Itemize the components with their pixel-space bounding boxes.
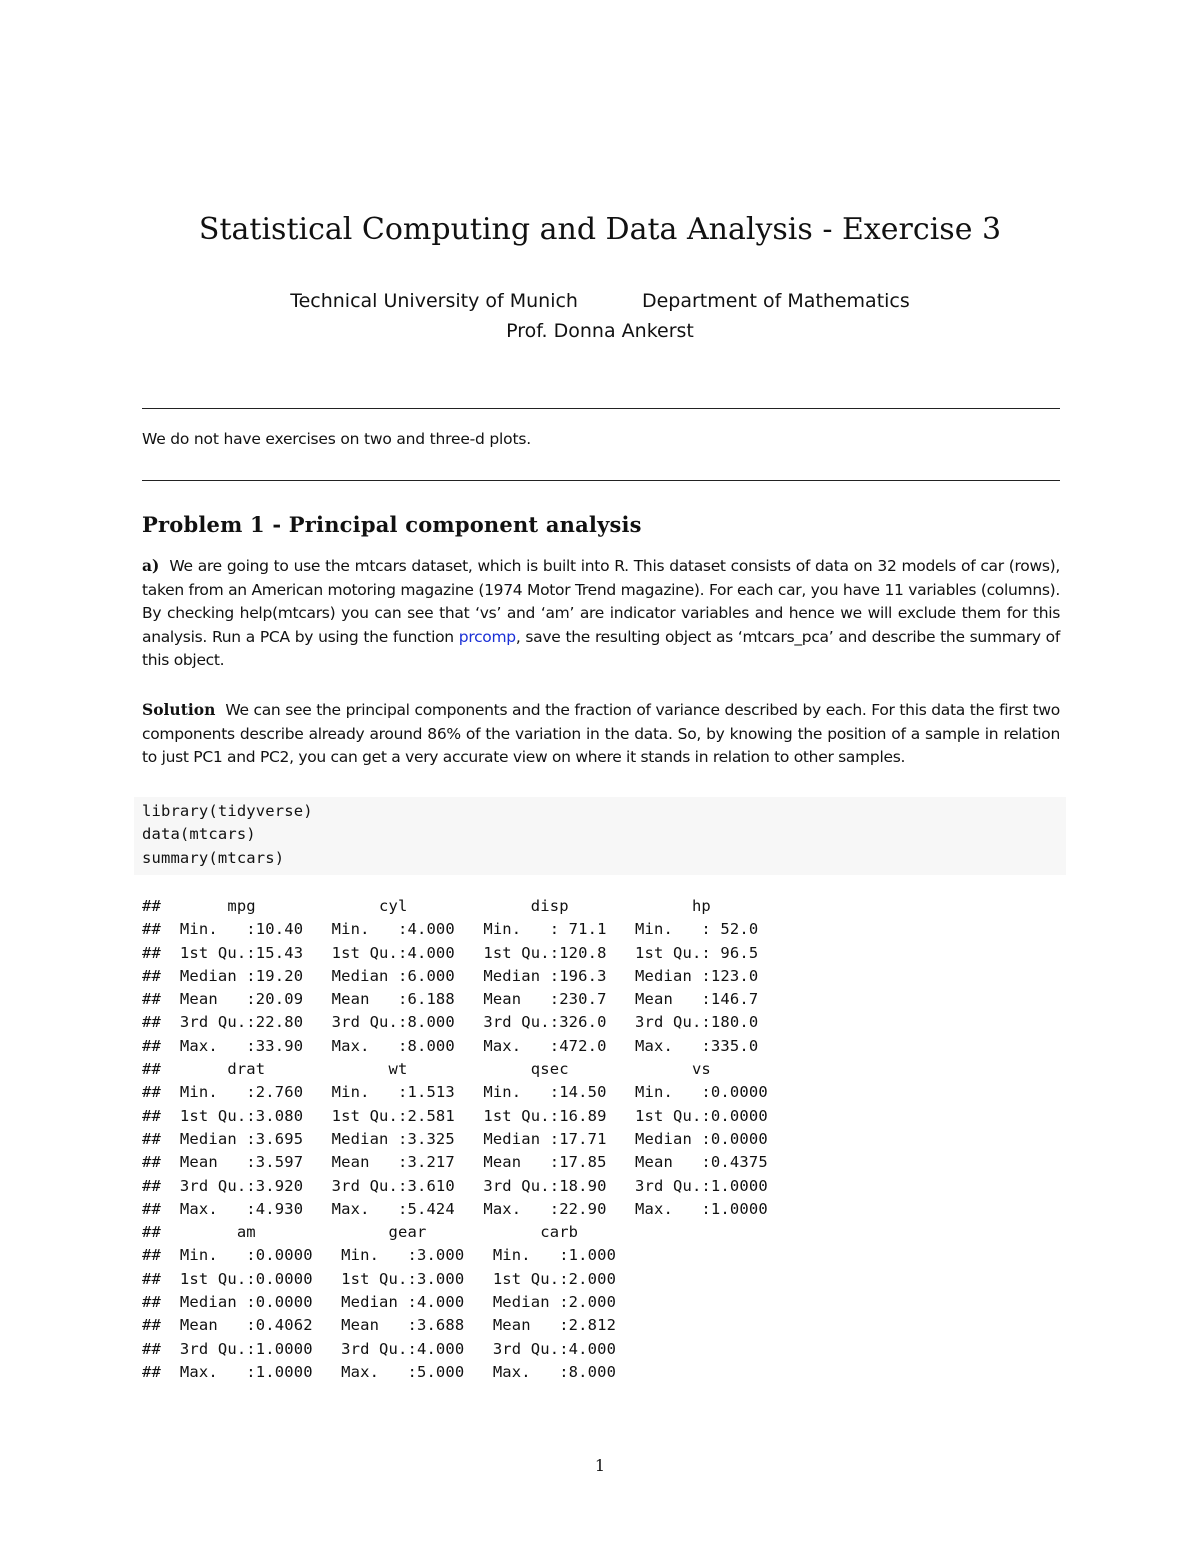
output-line: ## am gear carb xyxy=(142,1223,636,1242)
part-text-2: , save the resulting object as ‘mtcars_pca’ and describe the summary of this object. xyxy=(142,627,1060,669)
output-line: ## Median :3.695 Median :3.325 Median :17.71 Median :0.0000 xyxy=(142,1129,787,1148)
code-line: library(tidyverse) xyxy=(142,802,313,820)
output-line: ## drat wt qsec vs xyxy=(142,1060,787,1079)
top-divider xyxy=(142,408,1060,409)
university-name: Technical University of Munich xyxy=(290,290,578,312)
output-line: ## 3rd Qu.:22.80 3rd Qu.:8.000 3rd Qu.:326.0 3rd Qu.:180.0 xyxy=(142,1013,778,1032)
code-block xyxy=(134,797,1066,875)
solution-paragraph xyxy=(142,698,1060,770)
department-name: Department of Mathematics xyxy=(641,290,910,312)
part-text-1: We are going to use the mtcars dataset, which is built into R. This dataset consists of data on 32 models of car (rows), taken from an American motoring magazine (1974 Motor Trend magazine). For each car, you have 11 variables (columns). By checking help(mtcars) you can see that ‘vs’ and ‘am’ are indicator variables and hence we will exclude them for this analysis. Run a PCA by using the function xyxy=(142,557,1060,646)
output-line: ## Min. :0.0000 Min. :3.000 Min. :1.000 xyxy=(142,1246,636,1265)
output-line: ## 3rd Qu.:1.0000 3rd Qu.:4.000 3rd Qu.:4.000 xyxy=(142,1339,636,1358)
prcomp-link[interactable]: prcomp xyxy=(458,627,516,646)
affiliation-line xyxy=(0,290,1200,312)
output-line: ## 1st Qu.:3.080 1st Qu.:2.581 1st Qu.:16.89 1st Qu.:0.0000 xyxy=(142,1106,787,1125)
output-line: ## Max. :4.930 Max. :5.424 Max. :22.90 Max. :1.0000 xyxy=(142,1199,787,1218)
code-line: data(mtcars) xyxy=(142,825,256,844)
output-line: ## Median :19.20 Median :6.000 Median :196.3 Median :123.0 xyxy=(142,966,778,985)
output-line: ## Min. :2.760 Min. :1.513 Min. :14.50 Min. :0.0000 xyxy=(142,1083,787,1102)
output-line: ## Mean :3.597 Mean :3.217 Mean :17.85 Mean :0.4375 xyxy=(142,1153,787,1172)
problem-heading: Problem 1 - Principal component analysis xyxy=(142,512,642,537)
page-number: 1 xyxy=(594,1456,606,1475)
solution-label: Solution xyxy=(142,700,216,719)
document-title: Statistical Computing and Data Analysis - Exercise 3 xyxy=(198,212,1002,247)
output-line: ## 1st Qu.:15.43 1st Qu.:4.000 1st Qu.:120.8 1st Qu.: 96.5 xyxy=(142,943,778,962)
output-line: ## Max. :1.0000 Max. :5.000 Max. :8.000 xyxy=(142,1362,636,1381)
part-label: a) xyxy=(142,556,160,575)
output-line: ## Mean :20.09 Mean :6.188 Mean :230.7 Mean :146.7 xyxy=(142,990,778,1009)
output-line: ## mpg cyl disp hp xyxy=(142,897,778,915)
solution-text: We can see the principal components and the fraction of variance described by each. For this data the first two components describe already around 86% of the variation in the data. So, by knowing the position of a sample in relation to just PC1 and PC2, you can get a very accurate view on where it stands in relation to other samples. xyxy=(142,701,1060,766)
output-line: ## 1st Qu.:0.0000 1st Qu.:3.000 1st Qu.:2.000 xyxy=(142,1269,636,1288)
output-line: ## Mean :0.4062 Mean :3.688 Mean :2.812 xyxy=(142,1316,636,1335)
problem-part-a xyxy=(142,554,1060,673)
output-line: ## 3rd Qu.:3.920 3rd Qu.:3.610 3rd Qu.:18.90 3rd Qu.:1.0000 xyxy=(142,1176,787,1195)
intro-note: We do not have exercises on two and three-d plots. xyxy=(142,430,531,448)
professor-name: Prof. Donna Ankerst xyxy=(506,320,694,342)
bottom-divider xyxy=(142,480,1060,481)
output-line: ## Median :0.0000 Median :4.000 Median :2.000 xyxy=(142,1293,636,1312)
output-line: ## Max. :33.90 Max. :8.000 Max. :472.0 Max. :335.0 xyxy=(142,1036,778,1055)
code-line: summary(mtcars) xyxy=(142,848,285,867)
summary-output xyxy=(142,895,787,1384)
output-line: ## Min. :10.40 Min. :4.000 Min. : 71.1 Min. : 52.0 xyxy=(142,920,778,939)
